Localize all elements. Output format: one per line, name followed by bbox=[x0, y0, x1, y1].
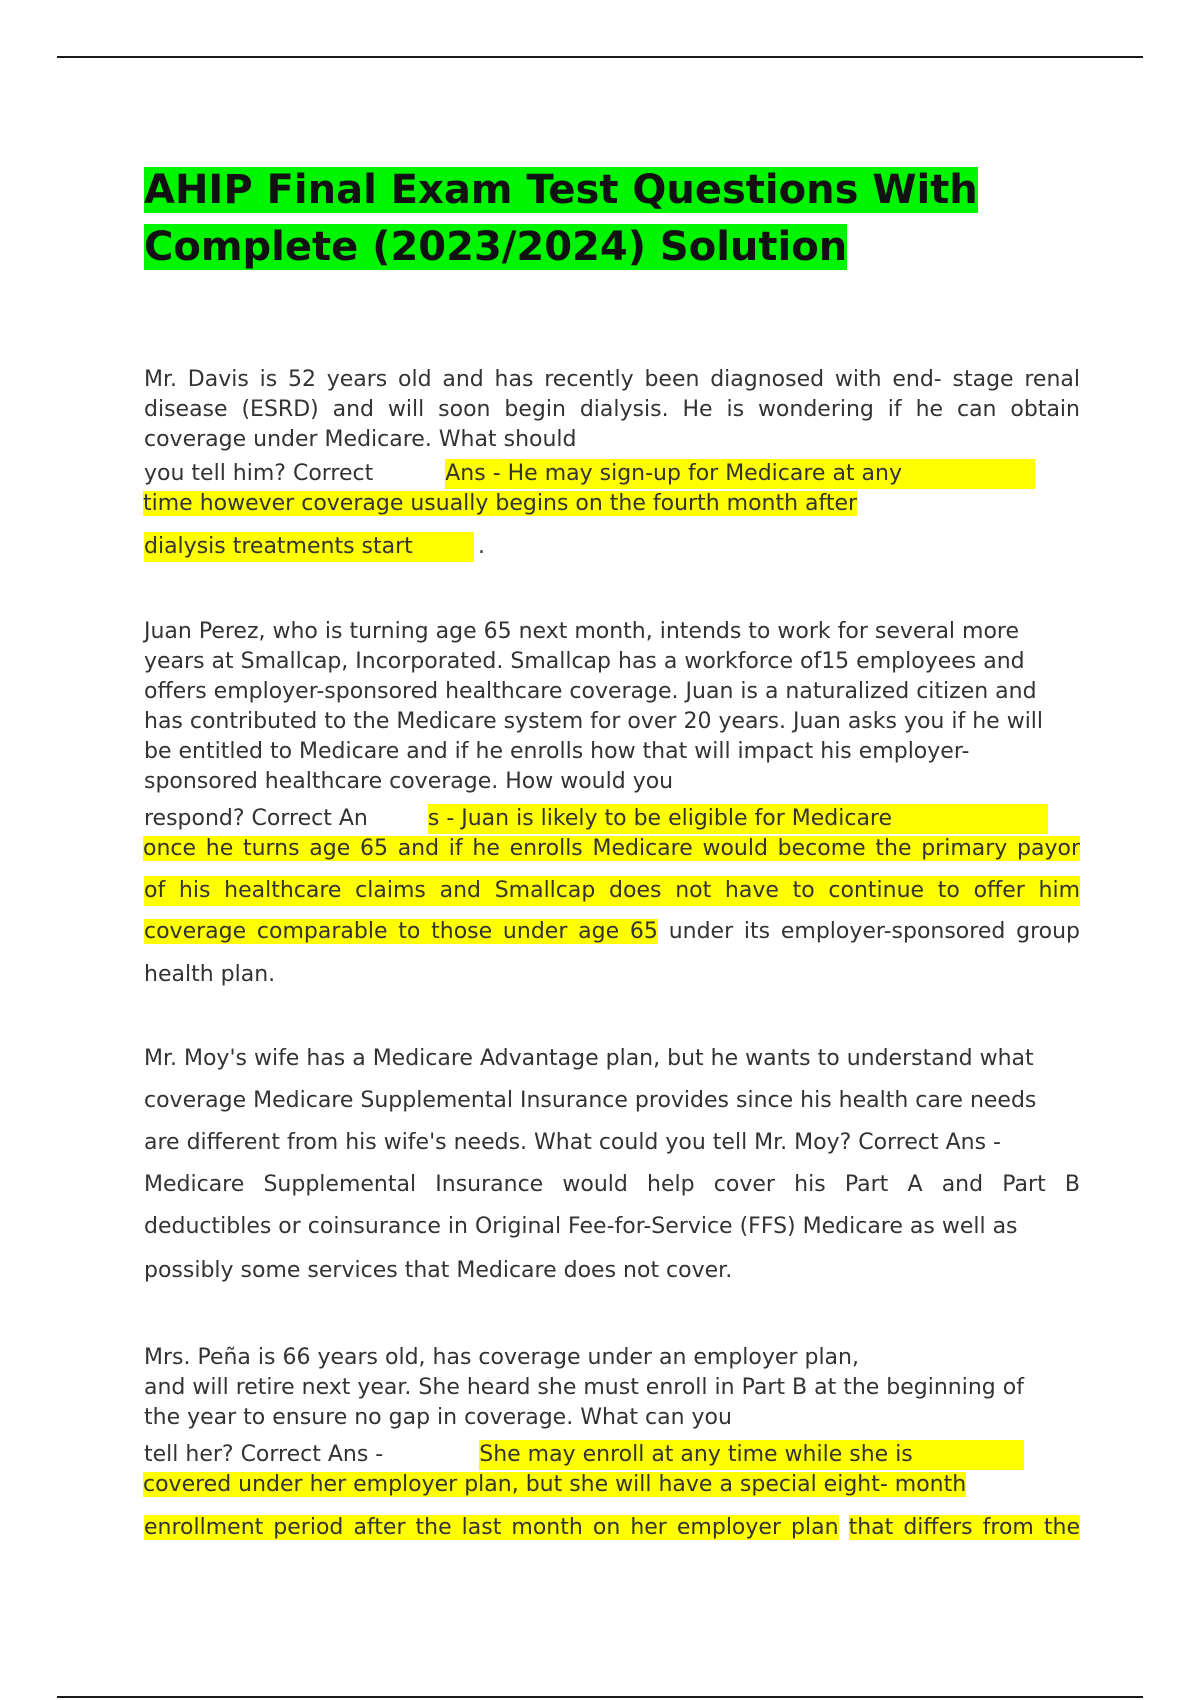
question-1-answer-line bbox=[143, 489, 1079, 519]
question-1-line: coverage under Medicare. What should bbox=[144, 427, 577, 452]
question-2-answer-line: health plan. bbox=[144, 962, 276, 987]
question-2-answer-line bbox=[143, 834, 1080, 864]
question-3-line: are different from his wife's needs. What could you tell Mr. Moy? Correct Ans - bbox=[144, 1130, 1001, 1155]
answer-highlight: s - Juan is likely to be eligible for Medicare bbox=[427, 806, 893, 831]
answer-highlight: that differs from the bbox=[848, 1515, 1081, 1540]
answer-highlight: Ans - He may sign-up for Medicare at any bbox=[445, 461, 902, 486]
question-3-line: coverage Medicare Supplemental Insurance provides since his health care needs bbox=[144, 1088, 1037, 1113]
question-2-answer-start bbox=[144, 804, 1080, 834]
answer-highlight: once he turns age 65 and if he enrolls Medicare would become the primary payor bbox=[143, 836, 1080, 861]
question-4-prompt-end: tell her? Correct Ans - bbox=[144, 1442, 384, 1467]
header-rule bbox=[57, 56, 1143, 58]
question-4-answer-start bbox=[144, 1440, 1080, 1470]
document-title bbox=[144, 162, 1104, 276]
question-2-line: be entitled to Medicare and if he enrolls how that will impact his employer- bbox=[144, 739, 970, 764]
question-2-answer-rest: under its employer-sponsored group bbox=[668, 919, 1080, 944]
question-2-line: Juan Perez, who is turning age 65 next month, intends to work for several more bbox=[144, 619, 1020, 644]
question-1-answer-line bbox=[144, 532, 1080, 562]
answer-highlight: She may enroll at any time while she is bbox=[479, 1442, 913, 1467]
question-3-answer-line: possibly some services that Medicare does not cover. bbox=[144, 1258, 733, 1283]
question-2-line: years at Smallcap, Incorporated. Smallcap has a workforce of15 employees and bbox=[144, 649, 1025, 674]
question-4-line: and will retire next year. She heard she must enroll in Part B at the beginning of bbox=[144, 1375, 1024, 1400]
question-1-line: disease (ESRD) and will soon begin dialysis. He is wondering if he can obtain bbox=[144, 397, 1080, 422]
answer-highlight: dialysis treatments start bbox=[144, 534, 413, 559]
question-4-answer-line bbox=[144, 1513, 1080, 1543]
question-3-answer-line: Medicare Supplemental Insurance would help cover his Part A and Part B bbox=[144, 1172, 1080, 1197]
question-2-line: has contributed to the Medicare system for over 20 years. Juan asks you if he will bbox=[144, 709, 1044, 734]
answer-highlight: enrollment period after the last month on her employer plan bbox=[144, 1515, 839, 1540]
question-1-prompt-end: you tell him? Correct bbox=[144, 461, 374, 486]
question-4-answer-line bbox=[143, 1470, 1079, 1500]
footer-rule bbox=[57, 1696, 1143, 1698]
question-1-answer-start bbox=[144, 459, 1080, 489]
answer-highlight: coverage comparable to those under age 65 bbox=[144, 919, 658, 944]
question-3-line: Mr. Moy's wife has a Medicare Advantage plan, but he wants to understand what bbox=[144, 1046, 1034, 1071]
answer-highlight: time however coverage usually begins on the fourth month after bbox=[143, 491, 858, 516]
title-line-2: Complete (2023/2024) Solution bbox=[144, 224, 848, 270]
question-1-end-punct: . bbox=[478, 534, 485, 559]
question-2-line: sponsored healthcare coverage. How would you bbox=[144, 769, 674, 794]
question-2-answer-line: of his healthcare claims and Smallcap does not have to continue to offer him bbox=[144, 876, 1080, 906]
answer-highlight: covered under her employer plan, but she will have a special eight- month bbox=[143, 1472, 967, 1497]
question-2-line: offers employer-sponsored healthcare coverage. Juan is a naturalized citizen and bbox=[144, 679, 1037, 704]
question-2-prompt-end: respond? Correct An bbox=[144, 806, 368, 831]
question-4-line: the year to ensure no gap in coverage. What can you bbox=[144, 1405, 732, 1430]
question-3-answer-line: deductibles or coinsurance in Original Fee-for-Service (FFS) Medicare as well as bbox=[144, 1214, 1018, 1239]
question-4-line: Mrs. Peña is 66 years old, has coverage under an employer plan, bbox=[144, 1345, 859, 1370]
question-2-answer-line bbox=[144, 917, 1080, 947]
title-line-1: AHIP Final Exam Test Questions With bbox=[144, 167, 978, 213]
question-1-line: Mr. Davis is 52 years old and has recently been diagnosed with end- stage renal bbox=[144, 367, 1080, 392]
